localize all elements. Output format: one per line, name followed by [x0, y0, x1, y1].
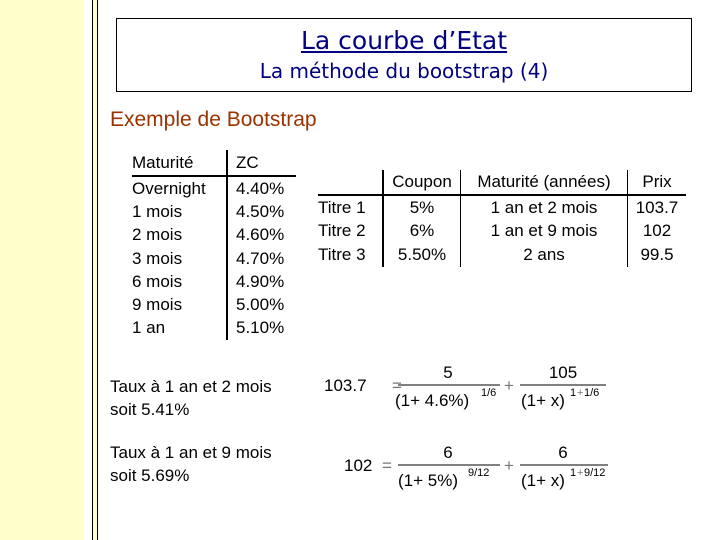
- zero-coupon-table: [132, 150, 296, 340]
- maturity-cell: 1 an: [132, 317, 227, 340]
- rate-cell: 4.70%: [236, 248, 285, 268]
- maturity-cell: 2 ans: [461, 243, 628, 267]
- eq1-exp2b: +: [577, 387, 584, 399]
- table-row: [132, 317, 296, 340]
- header-maturity: Maturité: [132, 150, 227, 176]
- note-2: [110, 441, 272, 487]
- price-cell: 102: [642, 221, 672, 241]
- rate-cell: 4.60%: [236, 225, 285, 245]
- table-row: [318, 195, 686, 220]
- header-empty: [318, 170, 383, 195]
- header-zc: ZC: [227, 150, 296, 176]
- eq1-exp2a: 1: [570, 387, 577, 399]
- eq1-lhs: 103.7: [324, 376, 367, 395]
- page-title: La courbe d’Etat: [300, 26, 508, 55]
- table-row: [318, 243, 686, 267]
- maturity-cell: 2 mois: [132, 224, 227, 247]
- rate-cell: 4.90%: [236, 271, 285, 291]
- note-2-line2: soit 5.69%: [110, 466, 190, 485]
- maturity-cell: 1 mois: [132, 200, 227, 223]
- header-coupon: Coupon: [383, 170, 461, 195]
- equation-2: [318, 438, 618, 498]
- eq2-exp2c: 9/12: [584, 467, 606, 479]
- rate-cell: 5.10%: [236, 318, 285, 338]
- page-subtitle: La méthode du bootstrap (4): [259, 59, 549, 83]
- eq2-plus: +: [504, 456, 514, 475]
- table-row: [132, 176, 296, 200]
- coupon-cell: 5%: [383, 195, 461, 220]
- table-row: [132, 200, 296, 223]
- rate-cell: 4.50%: [236, 201, 285, 221]
- bond-name-cell: Titre 1: [318, 195, 383, 220]
- eq2-exp2b: +: [577, 467, 584, 479]
- eq2-exp1: 9/12: [468, 467, 490, 479]
- eq1-num2: 105: [548, 363, 578, 382]
- table-row: [132, 247, 296, 270]
- eq2-den1: (1+ 5%): [398, 471, 458, 490]
- table-header-row: [132, 150, 296, 176]
- eq1-exp1: 1/6: [481, 387, 497, 399]
- eq2-lhs: 102: [344, 456, 373, 475]
- price-cell: 99.5: [640, 244, 674, 264]
- left-decor-bar: [0, 0, 83, 540]
- table-row: [318, 220, 686, 244]
- header-price: Prix: [628, 170, 687, 195]
- left-decor-stripe: [92, 0, 98, 540]
- rate-cell: 4.40%: [236, 178, 285, 198]
- note-1: [110, 375, 272, 421]
- maturity-cell: 6 mois: [132, 270, 227, 293]
- maturity-cell: 1 an et 9 mois: [461, 220, 628, 244]
- coupon-cell: 6%: [383, 220, 461, 244]
- note-2-line1: Taux à 1 an et 9 mois: [110, 443, 272, 462]
- title-box: [116, 18, 692, 92]
- maturity-cell: Overnight: [132, 176, 227, 200]
- section-title: Exemple de Bootstrap: [110, 108, 317, 131]
- note-1-line2: soit 5.41%: [110, 400, 190, 419]
- coupon-cell: 5.50%: [383, 243, 461, 267]
- bond-name-cell: Titre 2: [318, 220, 383, 244]
- eq2-num1: 6: [443, 443, 453, 462]
- maturity-cell: 3 mois: [132, 247, 227, 270]
- eq1-den1: (1+ 4.6%): [395, 391, 470, 410]
- equation-1: [318, 358, 618, 418]
- table-row: [132, 270, 296, 293]
- eq2-equals: =: [382, 456, 392, 475]
- rate-cell: 5.00%: [236, 295, 285, 315]
- eq2-num2: 6: [558, 443, 568, 462]
- eq1-plus: +: [504, 376, 514, 395]
- table-row: [132, 293, 296, 316]
- table-header-row: [318, 170, 686, 195]
- bond-table: [318, 170, 686, 267]
- eq1-num1: 5: [443, 363, 453, 382]
- header-maturity-years: Maturité (années): [461, 170, 628, 195]
- maturity-cell: 9 mois: [132, 293, 227, 316]
- note-1-line1: Taux à 1 an et 2 mois: [110, 377, 272, 396]
- table-row: [132, 224, 296, 247]
- eq1-exp2c: 1/6: [584, 387, 600, 399]
- eq1-den2: (1+ x): [521, 391, 565, 410]
- bond-name-cell: Titre 3: [318, 243, 383, 267]
- price-cell: 103.7: [635, 197, 679, 217]
- eq2-exp2a: 1: [570, 467, 577, 479]
- eq2-den2: (1+ x): [521, 471, 565, 490]
- eq1-equals: =: [392, 376, 402, 395]
- maturity-cell: 1 an et 2 mois: [461, 195, 628, 220]
